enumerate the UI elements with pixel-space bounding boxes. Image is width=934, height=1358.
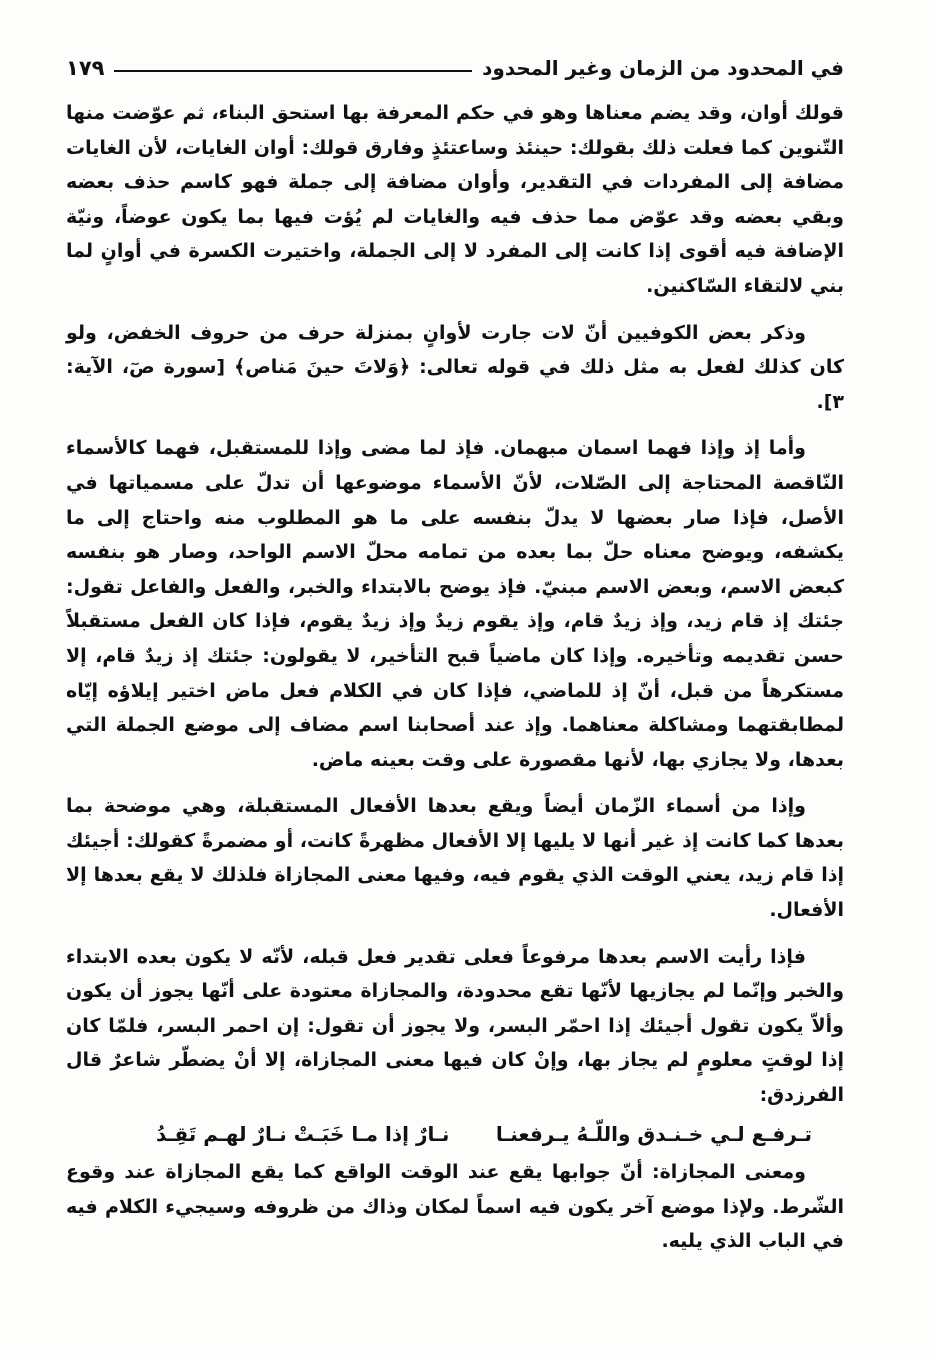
header-rule xyxy=(114,70,472,72)
paragraph-5: فإذا رأيت الاسم بعدها مرفوعاً فعلى تقدير فعل قبله، لأنّه لا يكون بعده الابتداء والخبر وإنّما لم يجازيها لأنّها تقع محدودة، والمجازاة معتودة على أنّها يجوز أن يكون وألاّ يكون تقول أجيئك إذا احمّر البسر، ولا يجوز أن تقول: إن احمر البسر، فلمّا كان إذا لوقتٍ معلومٍ لم يجاز بها، وإنْ كان فيها معنى المجازاة، إلا أنْ يضطّر شاعرٌ قال الفرزدق: xyxy=(66,945,844,1107)
closing-paragraph: ومعنى المجازاة: أنّ جوابها يقع عند الوقت الواقع كما يقع المجازاة عند وقوع الشّرط. ولإذا موضع آخر يكون فيه اسماً لمكان وذاك من ظروفه وسيجيء الكلام فيه في الباب الذي يليه. xyxy=(66,1161,844,1253)
verse-first-hemistich: تـرفـع لـي خـنـدق واللّـهُ يـرفعنـا xyxy=(495,1121,812,1146)
page-number: ١٧٩ xyxy=(66,56,105,80)
verse-second-hemistich: نـارٌ إذا مـا خَبَـتْ نـارٌ لهـم تَقِـدُ xyxy=(156,1121,450,1146)
paragraph-2: وذكر بعض الكوفيين أنّ لات جارت لأوانٍ بمنزلة حرف من حروف الخفض، ولو كان كذلك لفعل به مثل ذلك في قوله تعالى: ﴿وَلاتَ حينَ مَناص﴾ [سورة صٓ، الآية: ٣]. xyxy=(66,321,844,413)
poetry-verse xyxy=(66,1117,844,1152)
paragraph-3: وأما إذ وإذا فهما اسمان مبهمان. فإذ لما مضى وإذا للمستقبل، فهما كالأسماء النّاقصة المحتاجة إلى الصّلات، لأنّ الأسماء موضوعها أن تدلّ على مسمياتها في الأصل، فإذا صار بعضها لا يدلّ بنفسه على ما هو المطلوب منه واحتاج إلى ما يكشفه، ويوضح معناه حلّ بما بعده من تمامه محلّ الاسم الواحد، وصار هو بنفسه كبعض الاسم، وبعض الاسم مبنيّ. فإذ يوضح بالابتداء والخبر، والفعل والفاعل تقول: جئتك إذ قام زيد، وإذ زيدٌ قام، وإذ يقوم زيدٌ وإذ زيدٌ يقوم، فإذا كان الفعل مستقبلاً حسن تقديمه وتأخيره. وإذا كان ماضياً قبح التأخير، لا يقولون: جئتك إذ زيدٌ قام، إلا مستكرهاً من قبل، أنّ إذ للماضي، فإذا كان في الكلام فعل ماض اختير إيلاؤه إيّاه لمطابقتهما ومشاكلة معناهما. وإذ عند أصحابنا اسم مضاف إلى موضع الجملة التي بعدها، ولا يجازي بها، لأنها مقصورة على وقت بعينه ماض. xyxy=(66,437,844,771)
body-text xyxy=(66,96,844,1271)
paragraph-4: وإذا من أسماء الزّمان أيضاً ويقع بعدها الأفعال المستقبلة، وهي موضحة بما بعدها كما كانت إذ غير أنها لا يليها إلا الأفعال مظهرةً كانت، أو مضمرةً كقولك: أجيئك إذا قام زيد، يعني الوقت الذي يقوم فيه، وفيها معنى المجازاة فلذلك لا يقع بعدها إلا الأفعال. xyxy=(66,795,844,922)
running-title: في المحدود من الزمان وغير المحدود xyxy=(482,56,844,80)
running-header xyxy=(66,48,844,88)
paragraph-1: قولك أوان، وقد يضم معناها وهو في حكم المعرفة بها استحق البناء، ثم عوّضت منها التّنوين كما فعلت ذلك بقولك: حينئذ وساعتئذٍ وفارق قولك: أوان الغايات، لأن الغايات مضافة إلى المفردات في التقدير، وأوان مضافة إلى جملة فهو كاسم حذف بعضه وبقي بعضه وقد عوّض مما حذف فيه والغايات لم يُؤت فيها بما يكون عوضاً، ونيّة الإضافة فيه أقوى إذا كانت إلى المفرد لا إلى الجملة، واختيرت الكسرة في أوانٍ لما بني لالتقاء السّاكنين. xyxy=(66,102,844,297)
